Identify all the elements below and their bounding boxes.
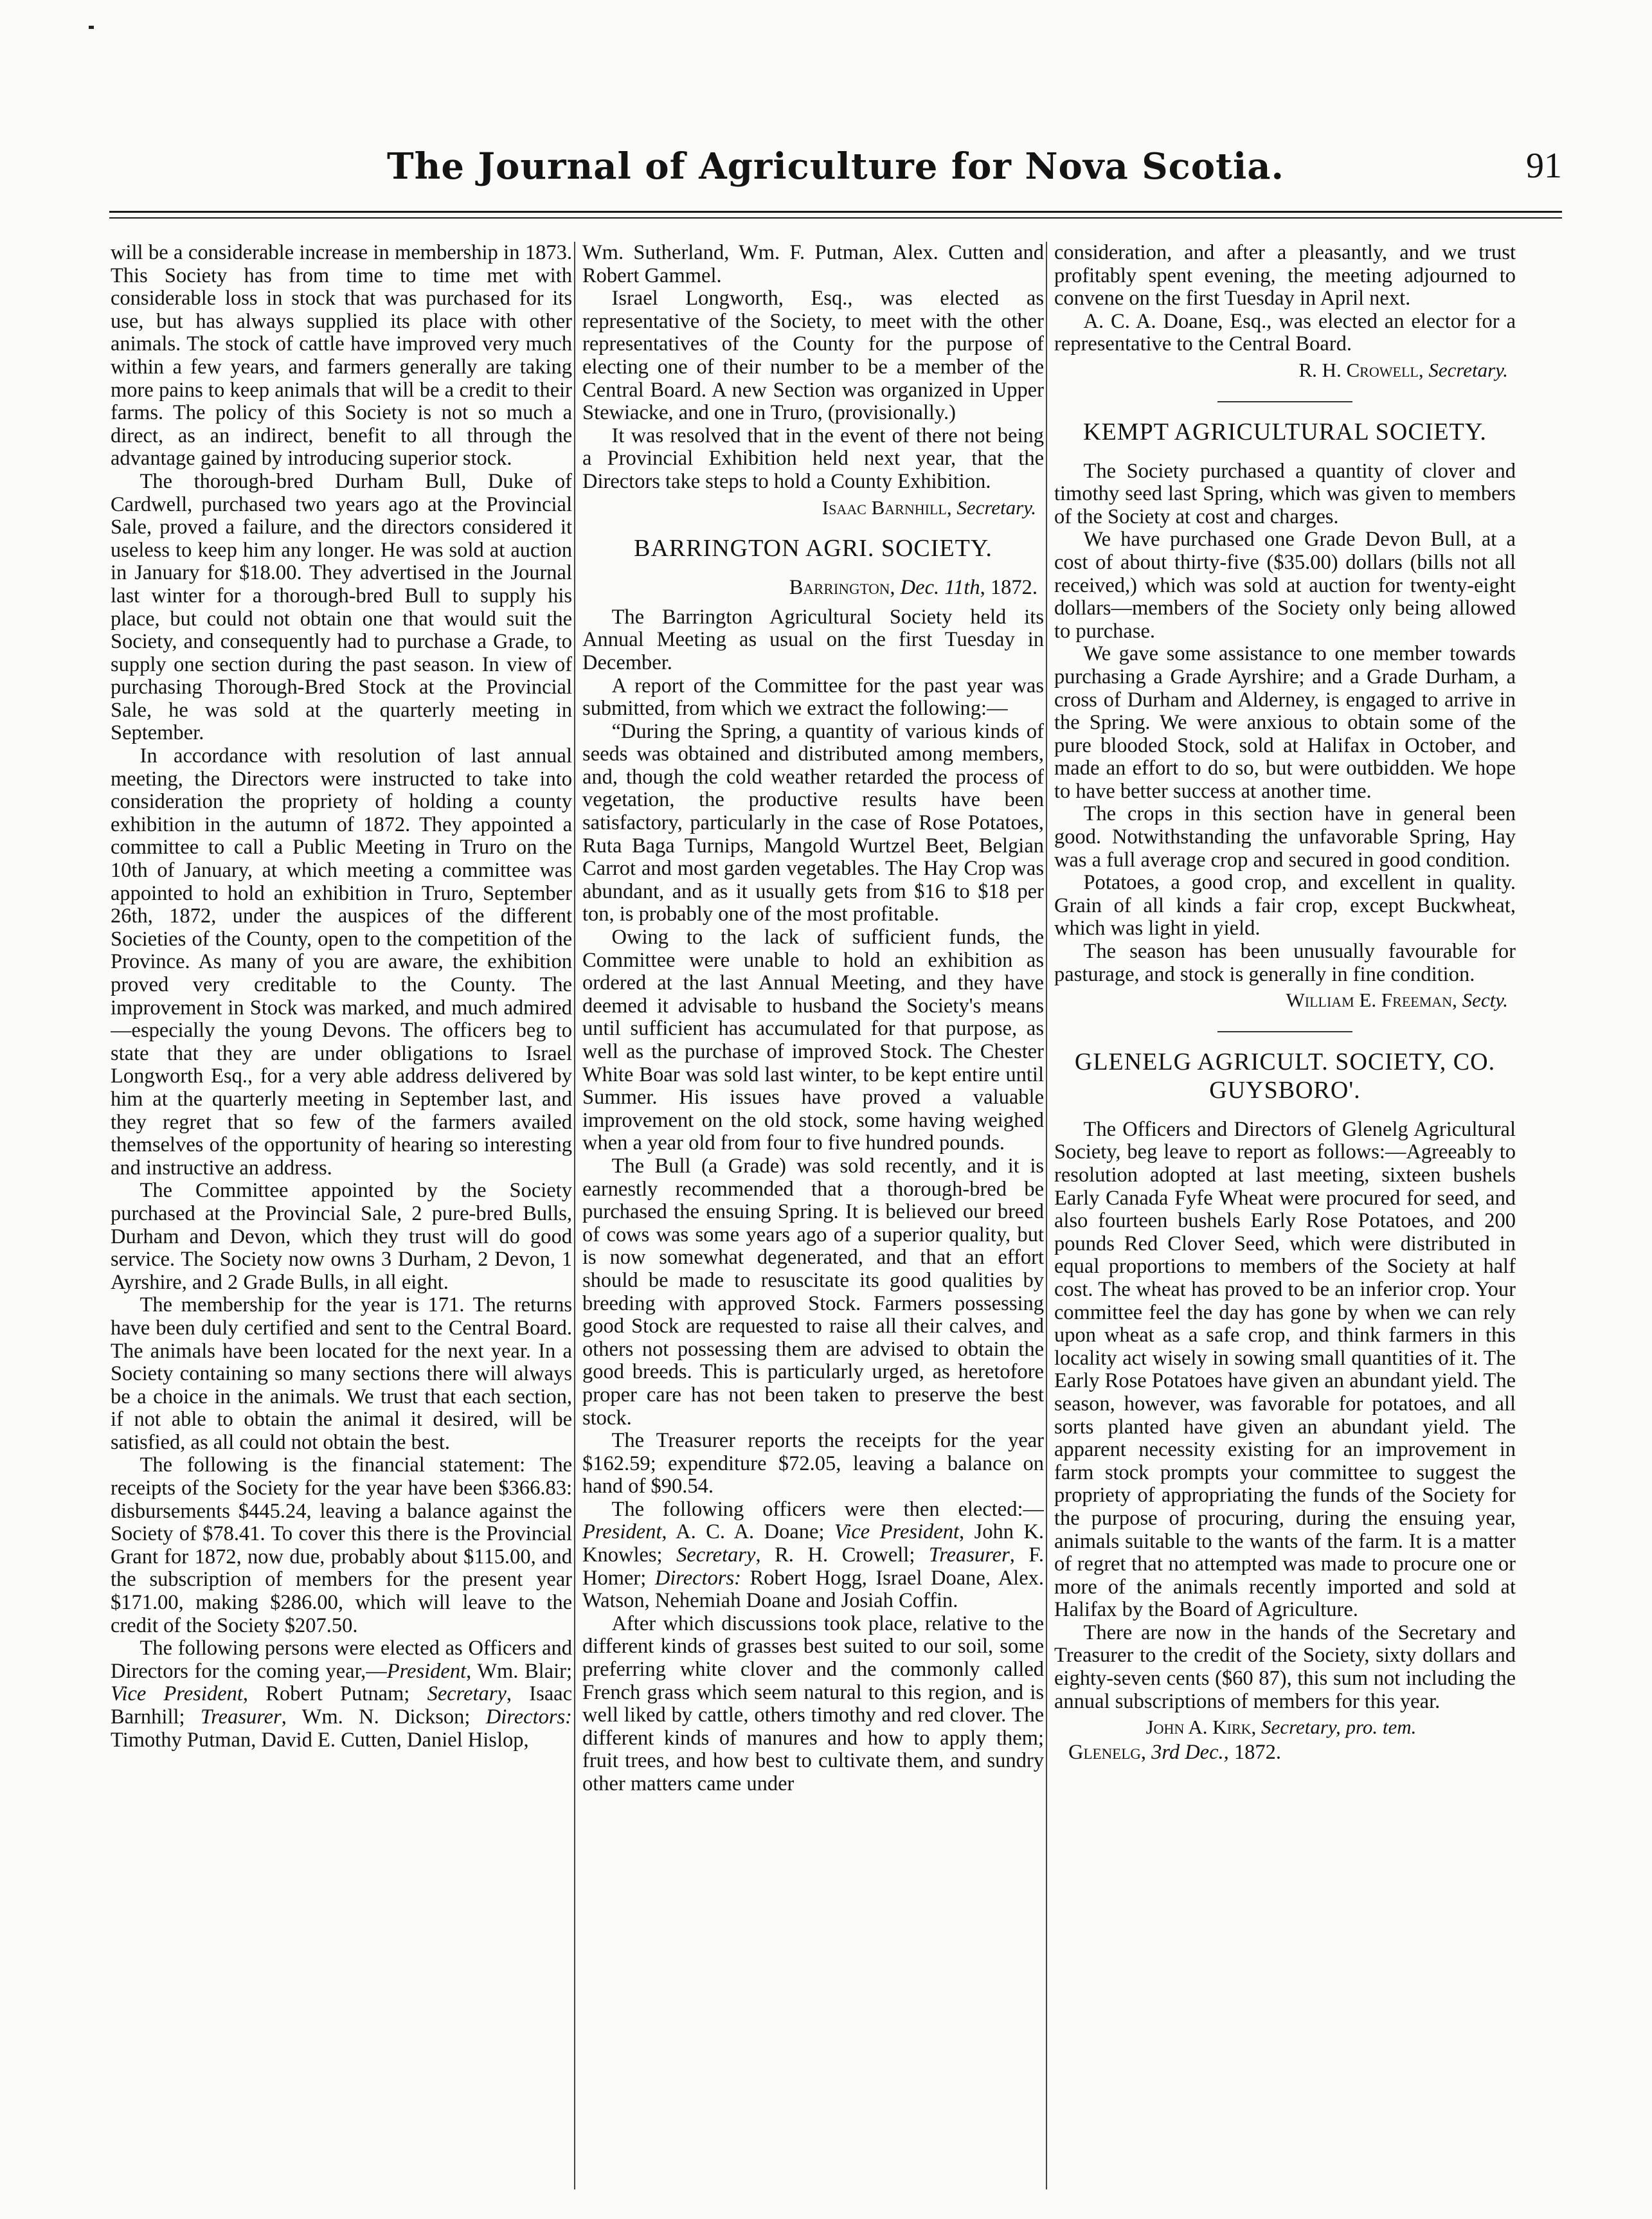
text-run: , F. Homer; [582, 1543, 1044, 1590]
dateline-year: 1872. [990, 576, 1037, 600]
text-run: , R. H. Crowell; [755, 1543, 929, 1567]
paragraph: The crops in this section have in general been good. Notwithstanding the unfavorable Spring, Hay was a full average crop and secured in good condition. [1054, 802, 1516, 872]
paragraph: consideration, and after a pleasantly, and we trust profitably spent evening, the meeting adjourned to convene on the first Tuesday in April next. [1054, 242, 1516, 310]
text-run: , Wm. N. Dickson; [281, 1705, 486, 1729]
paragraph: It was resolved that in the event of there not being a Provincial Exhibition held next year, that the Directors take steps to hold a County Exhibition. [582, 424, 1044, 493]
signature: Isaac Barnhill, Secretary. [822, 496, 1036, 519]
dateline-place: Barrington [789, 576, 890, 600]
signature: John A. Kirk, Secretary, pro. tem. [1145, 1716, 1417, 1739]
paragraph: A. C. A. Doane, Esq., was elected an elector for a representative to the Central Board. [1054, 309, 1516, 356]
signature-name: William E. Freeman [1286, 989, 1453, 1012]
paragraph: The Officers and Directors of Glenelg Agricultural Society, beg leave to report as follows:—Agreeably to resolution adopted at last meeting, sixteen bushels Early Canada Fyfe Wheat were procured for seed, and also fourteen bushels Early Rose Potatoes, and 200 pounds Red Clover Seed, which were distributed in equal proportions to members of the Society at half cost. The wheat has proved to be an inferior crop. Your committee feel the day has gone by when we can rely upon wheat as a safe crop, and think farmers in this locality act wisely in sowing small quantities of it. The Early Rose Potatoes have given an abundant yield. The season, however, was favorable for potatoes, and all sorts planted have given an abundant yield. The apparent necessity existing for an improvement in farm stock prompts your committee to suggest the propriety of appropriating the funds of the Society for the purpose of procuring, during the ensuing year, animals suitable to the wants of the farm. It is a matter of regret that no attempted was made to procure one or more of the animals recently imported and sold at Halifax by the Board of Agriculture. [1054, 1117, 1516, 1622]
paragraph: The membership for the year is 171. The returns have been duly certified and sent to the Central Board. The animals have been located for the next year. In a Society containing so many sections there will always be a choice in the animals. We trust that each section, if not able to obtain the animal it desired, will be satisfied, as all could not obtain the best. [111, 1293, 572, 1454]
signature: R. H. Crowell, Secretary. [1298, 358, 1508, 381]
paragraph: The Bull (a Grade) was sold recently, and it is earnestly recommended that a thorough-bred be purchased the ensuing Spring. It is believed our breed of cows was some years ago of a superior quality, but is now somewhat degenerated, and that an effort should be made to resuscitate its good qualities by breeding with approved Stock. Farmers possessing good Stock are requested to raise all their calves, and others not possessing them are advised to obtain the good breeds. This is particularly urged, as heretofore proper care has not been taken to preserve the best stock. [582, 1154, 1044, 1430]
text-run: , Isaac Barnhill; [111, 1682, 572, 1729]
signature-title: Secretary. [1428, 358, 1508, 381]
signature-title: Secty. [1462, 989, 1508, 1012]
paragraph: There are now in the hands of the Secretary and Treasurer to the credit of the Society, sixty dollars and eighty-seven cents ($60 87), this sum not including the annual subscriptions of members for this year. [1054, 1621, 1516, 1713]
role-label: Directors: [654, 1566, 741, 1590]
paragraph: The Barrington Agricultural Society held its Annual Meeting as usual on the first Tuesday in December. [582, 605, 1044, 674]
section-divider [1217, 401, 1352, 402]
text-run: , A. C. A. Doane; [661, 1520, 834, 1544]
section-heading: BARRINGTON AGRI. SOCIETY. [634, 535, 992, 562]
paragraph: Owing to the lack of sufficient funds, the Committee were unable to hold an exhibition as ordered at the last Annual Meeting, and they have deemed it advisable to husband the Society's means until sufficient has accumulated for that purpose, as well as the purchase of improved Stock. The Chester White Boar was sold last winter, to be kept entire until Summer. His issues have proved a valuable improvement on the old stock, some having weighed when a year old from four to five hundred pounds. [582, 926, 1044, 1155]
role-label: Vice President [111, 1682, 243, 1706]
header-rule-bottom [109, 217, 1562, 219]
paragraph: The Committee appointed by the Society purchased at the Provincial Sale, 2 pure-bred Bulls, Durham and Devon, which they trust will do good service. The Society now owns 3 Durham, 2 Devon, 1 Ayrshire, and 2 Grade Bulls, in all eight. [111, 1179, 572, 1294]
signature-title: Secretary, pro. tem. [1261, 1716, 1417, 1739]
paragraph: The season has been unusually favourable for pasturage, and stock is generally in fine condition. [1054, 940, 1516, 986]
paragraph: Potatoes, a good crop, and excellent in quality. Grain of all kinds a fair crop, except Buckwheat, which was light in yield. [1054, 871, 1516, 940]
section-heading: GLENELG AGRICULT. SOCIETY, CO. GUYSBORO'. [1074, 1048, 1496, 1104]
paragraph: will be a considerable increase in membership in 1873. This Society has from time to time met with considerable loss in stock that was purchased for its use, but has always supplied its place with other animals. The stock of cattle have improved very much within a few years, and farmers generally are taking more pains to keep animals that will be a credit to their farms. The policy of this Society is not so much a direct, as an indirect, benefit to all through the advantage gained by introducing superior stock. [111, 242, 572, 471]
paragraph: In accordance with resolution of last annual meeting, the Directors were instructed to take into consideration the propriety of holding a county exhibition in the autumn of 1872. They appointed a committee to call a Public Meeting in Truro on the 10th of January, at which meeting a committee was appointed to hold an exhibition in Truro, September 26th, 1872, under the auspices of the different Societies of the County, open to the competition of the Province. As many of you are aware, the exhibition proved very creditable to the County. The improvement in Stock was marked, and much admired—especially the young Devons. The officers beg to state that they are under obligations to Israel Longworth Esq., for a very able address delivered by him at the quarterly meeting in September last, and they regret that so few of the farmers availed themselves of the opportunity of hearing so interesting and instructive an address. [111, 744, 572, 1180]
section-divider [1217, 1031, 1352, 1032]
signature: William E. Freeman, Secty. [1286, 989, 1508, 1012]
page-header [109, 140, 1562, 198]
role-label: Secretary [676, 1543, 756, 1567]
column-2 [582, 242, 1044, 2189]
paragraph: A report of the Committee for the past year was submitted, from which we extract the following:— [582, 674, 1044, 721]
paragraph: The following is the financial statement: The receipts of the Society for the year have been $366.83: disbursements $445.24, leaving a balance against the Society of $78.41. To cover this there is the Provincial Grant for 1872, now due, probably about $115.00, and the subscription of members for the present year $171.00, making $286.00, which will leave to the credit of the Society $207.50. [111, 1453, 572, 1637]
page-number: 91 [1526, 146, 1562, 186]
text-run: The following persons were elected as Officers and Directors for the coming year,— [111, 1637, 572, 1683]
text-run: The following officers were then elected:— [611, 1497, 1044, 1521]
signature-year: 1872. [1234, 1740, 1282, 1764]
paragraph: We have purchased one Grade Devon Bull, at a cost of about thirty-five ($35.00) dollars (bills not all received,) which was sold at auction for twenty-eight dollars—members of the Society only being allowed to purchase. [1054, 528, 1516, 643]
section-heading: KEMPT AGRICULTURAL SOCIETY. [1083, 418, 1487, 445]
column-3 [1054, 242, 1516, 2189]
column-divider-2 [1046, 242, 1047, 2189]
paragraph: After which discussions took place, relative to the different kinds of grasses best suited to our soil, some preferring white clover and the commonly called French grass which seem natural to this region, and is well liked by cattle, others timothy and red clover. The different kinds of manures and how to apply them; fruit trees, and how best to cultivate them, and sundry other matters came under [582, 1612, 1044, 1795]
dateline: Barrington, Dec. 11th, 1872. [789, 576, 1037, 600]
journal-title: The Journal of Agriculture for Nova Scotia. [386, 145, 1285, 188]
column-1 [111, 242, 572, 2189]
column-divider-1 [574, 242, 575, 2189]
signature-name: R. H. Crowell [1298, 358, 1419, 381]
header-rule-top [109, 211, 1562, 213]
paragraph: The thorough-bred Durham Bull, Duke of Cardwell, purchased two years ago at the Provincial Sale, proved a failure, and the directors considered it useless to keep him any longer. He was sold at auction in January for $18.00. They advertised in the Journal last winter for a thorough-bred Bull to supply his place, but could not obtain one that would suit the Society, and consequently had to purchase a Grade, to supply one section during the past season. In view of purchasing Thorough-Bred Stock at the Provincial Sale, he was sold at the quarterly meeting in September. [111, 469, 572, 745]
paragraph: The Treasurer reports the receipts for the year $162.59; expenditure $72.05, leaving a balance on hand of $90.54. [582, 1429, 1044, 1498]
role-label: President [386, 1659, 467, 1683]
text-run: , Wm. Blair; [466, 1659, 572, 1683]
role-label: Secretary [427, 1682, 507, 1706]
role-label: Treasurer [928, 1543, 1010, 1567]
text-run: Timothy Putman, David E. Cutten, Daniel Hislop, [111, 1728, 529, 1752]
paragraph: We gave some assistance to one member towards purchasing a Grade Ayrshire; and a Grade Durham, a cross of Durham and Alderney, is engaged to arrive in the Spring. We were anxious to obtain some of the pure blooded Stock, sold at Halifax in October, and made an effort to do so, but were outbidden. We hope to have better success at another time. [1054, 642, 1516, 803]
signature-name: Isaac Barnhill [822, 496, 947, 519]
signature-place: Glenelg [1068, 1740, 1141, 1764]
paragraph: “During the Spring, a quantity of various kinds of seeds was obtained and distributed among members, and, though the cold weather retarded the process of vegetation, the productive results have been satisfactory, particularly in the case of Rose Potatoes, Ruta Baga Turnips, Mangold Wurtzel Beet, Belgian Carrot and most garden vegetables. The Hay Crop was abundant, and as it usually gets from $16 to $18 per ton, is probably one of the most profitable. [582, 719, 1044, 926]
paragraph: Wm. Sutherland, Wm. F. Putman, Alex. Cutten and Robert Gammel. [582, 242, 1044, 287]
paragraph: The Society purchased a quantity of clover and timothy seed last Spring, which was given to members of the Society at cost and charges. [1054, 459, 1516, 528]
margin-speck [89, 26, 94, 29]
role-label: Vice President [834, 1520, 960, 1544]
text-run: , Robert Putnam; [242, 1682, 427, 1706]
signature-name: John A. Kirk [1145, 1716, 1252, 1739]
signature-dateline: Glenelg, 3rd Dec., 1872. [1068, 1740, 1282, 1764]
officers-paragraph [582, 1498, 1044, 1613]
paragraph: Israel Longworth, Esq., was elected as representative of the Society, to meet with the other representatives of the County for the purpose of electing one of their number to be a member of the Central Board. A new Section was organized in Upper Stewiacke, and one in Truro, (provisionally.) [582, 287, 1044, 425]
signature-title: Secretary. [956, 496, 1036, 519]
role-label: President [582, 1520, 662, 1544]
text-run: , John K. Knowles; [582, 1520, 1044, 1567]
role-label: Directors: [485, 1705, 572, 1729]
role-label: Treasurer [200, 1705, 282, 1729]
signature-date: 3rd Dec., [1151, 1740, 1229, 1764]
dateline-date: Dec. 11th [900, 576, 980, 600]
text-run: Robert Hogg, Israel Doane, Alex. Watson, Nehemiah Doane and Josiah Coffin. [582, 1566, 1044, 1613]
officers-paragraph [111, 1637, 572, 1752]
